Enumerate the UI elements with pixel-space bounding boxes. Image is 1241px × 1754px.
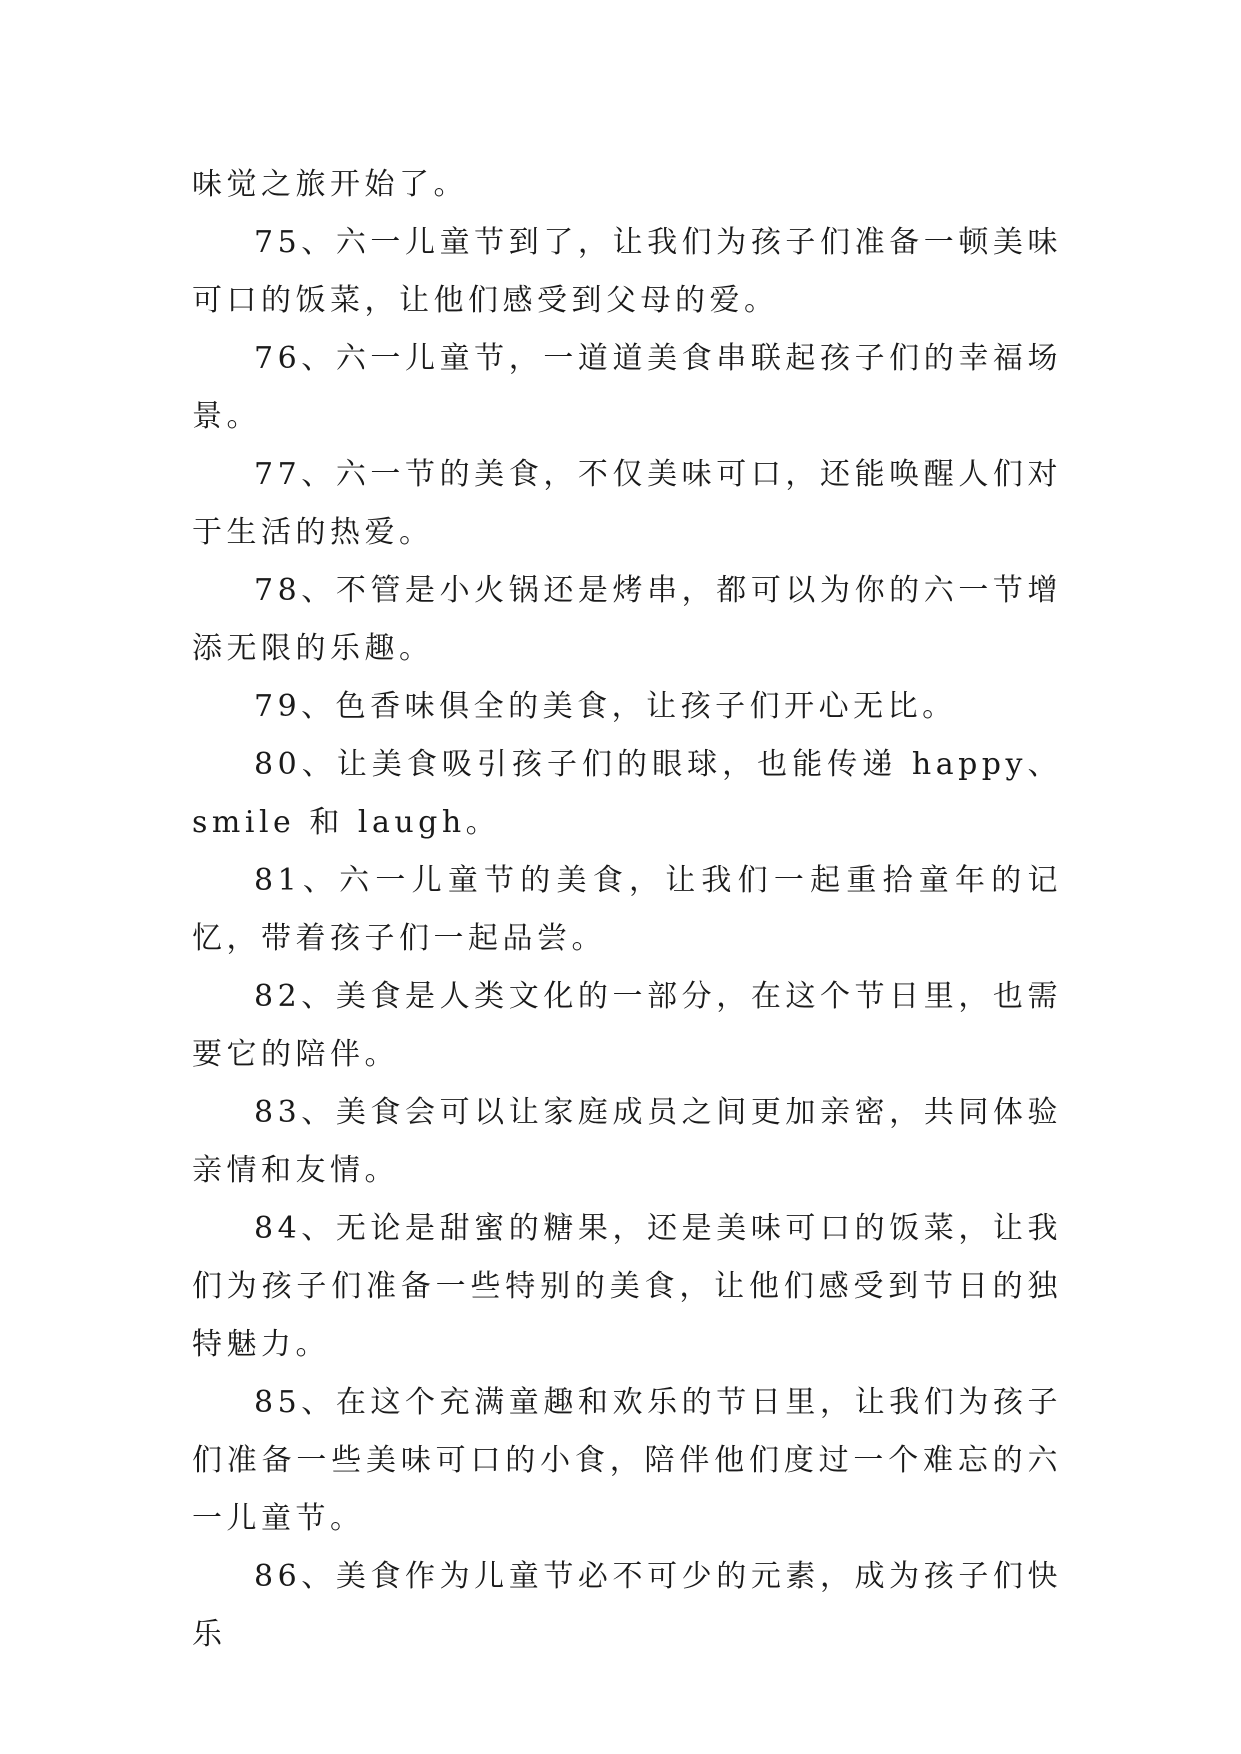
paragraph-75: 75、六一儿童节到了，让我们为孩子们准备一顿美味可口的饭菜，让他们感受到父母的爱。 [192,225,1062,318]
paragraph-80: 80、让美食吸引孩子们的眼球，也能传递 happy、smile 和 laugh。 [192,747,1062,840]
paragraph-81: 81、六一儿童节的美食，让我们一起重拾童年的记忆，带着孩子们一起品尝。 [192,863,1062,956]
paragraph-continuation: 味觉之旅开始了。 [192,167,468,202]
paragraph-79: 79、色香味俱全的美食，让孩子们开心无比。 [254,689,957,724]
paragraph-85: 85、在这个充满童趣和欢乐的节日里，让我们为孩子们准备一些美味可口的小食，陪伴他们度过一个难忘的六一儿童节。 [192,1385,1062,1536]
paragraph-84: 84、无论是甜蜜的糖果，还是美味可口的饭菜，让我们为孩子们准备一些特别的美食，让他们感受到节日的独特魅力。 [192,1211,1062,1362]
paragraph-86: 86、美食作为儿童节必不可少的元素，成为孩子们快乐 [192,1559,1062,1652]
paragraph-77: 77、六一节的美食，不仅美味可口，还能唤醒人们对于生活的热爱。 [192,457,1062,550]
paragraph-83: 83、美食会可以让家庭成员之间更加亲密，共同体验亲情和友情。 [192,1095,1062,1188]
document-body [192,156,1062,1664]
paragraph-76: 76、六一儿童节，一道道美食串联起孩子们的幸福场景。 [192,341,1062,434]
paragraph-82: 82、美食是人类文化的一部分，在这个节日里，也需要它的陪伴。 [192,979,1062,1072]
paragraph-78: 78、不管是小火锅还是烤串，都可以为你的六一节增添无限的乐趣。 [192,573,1062,666]
